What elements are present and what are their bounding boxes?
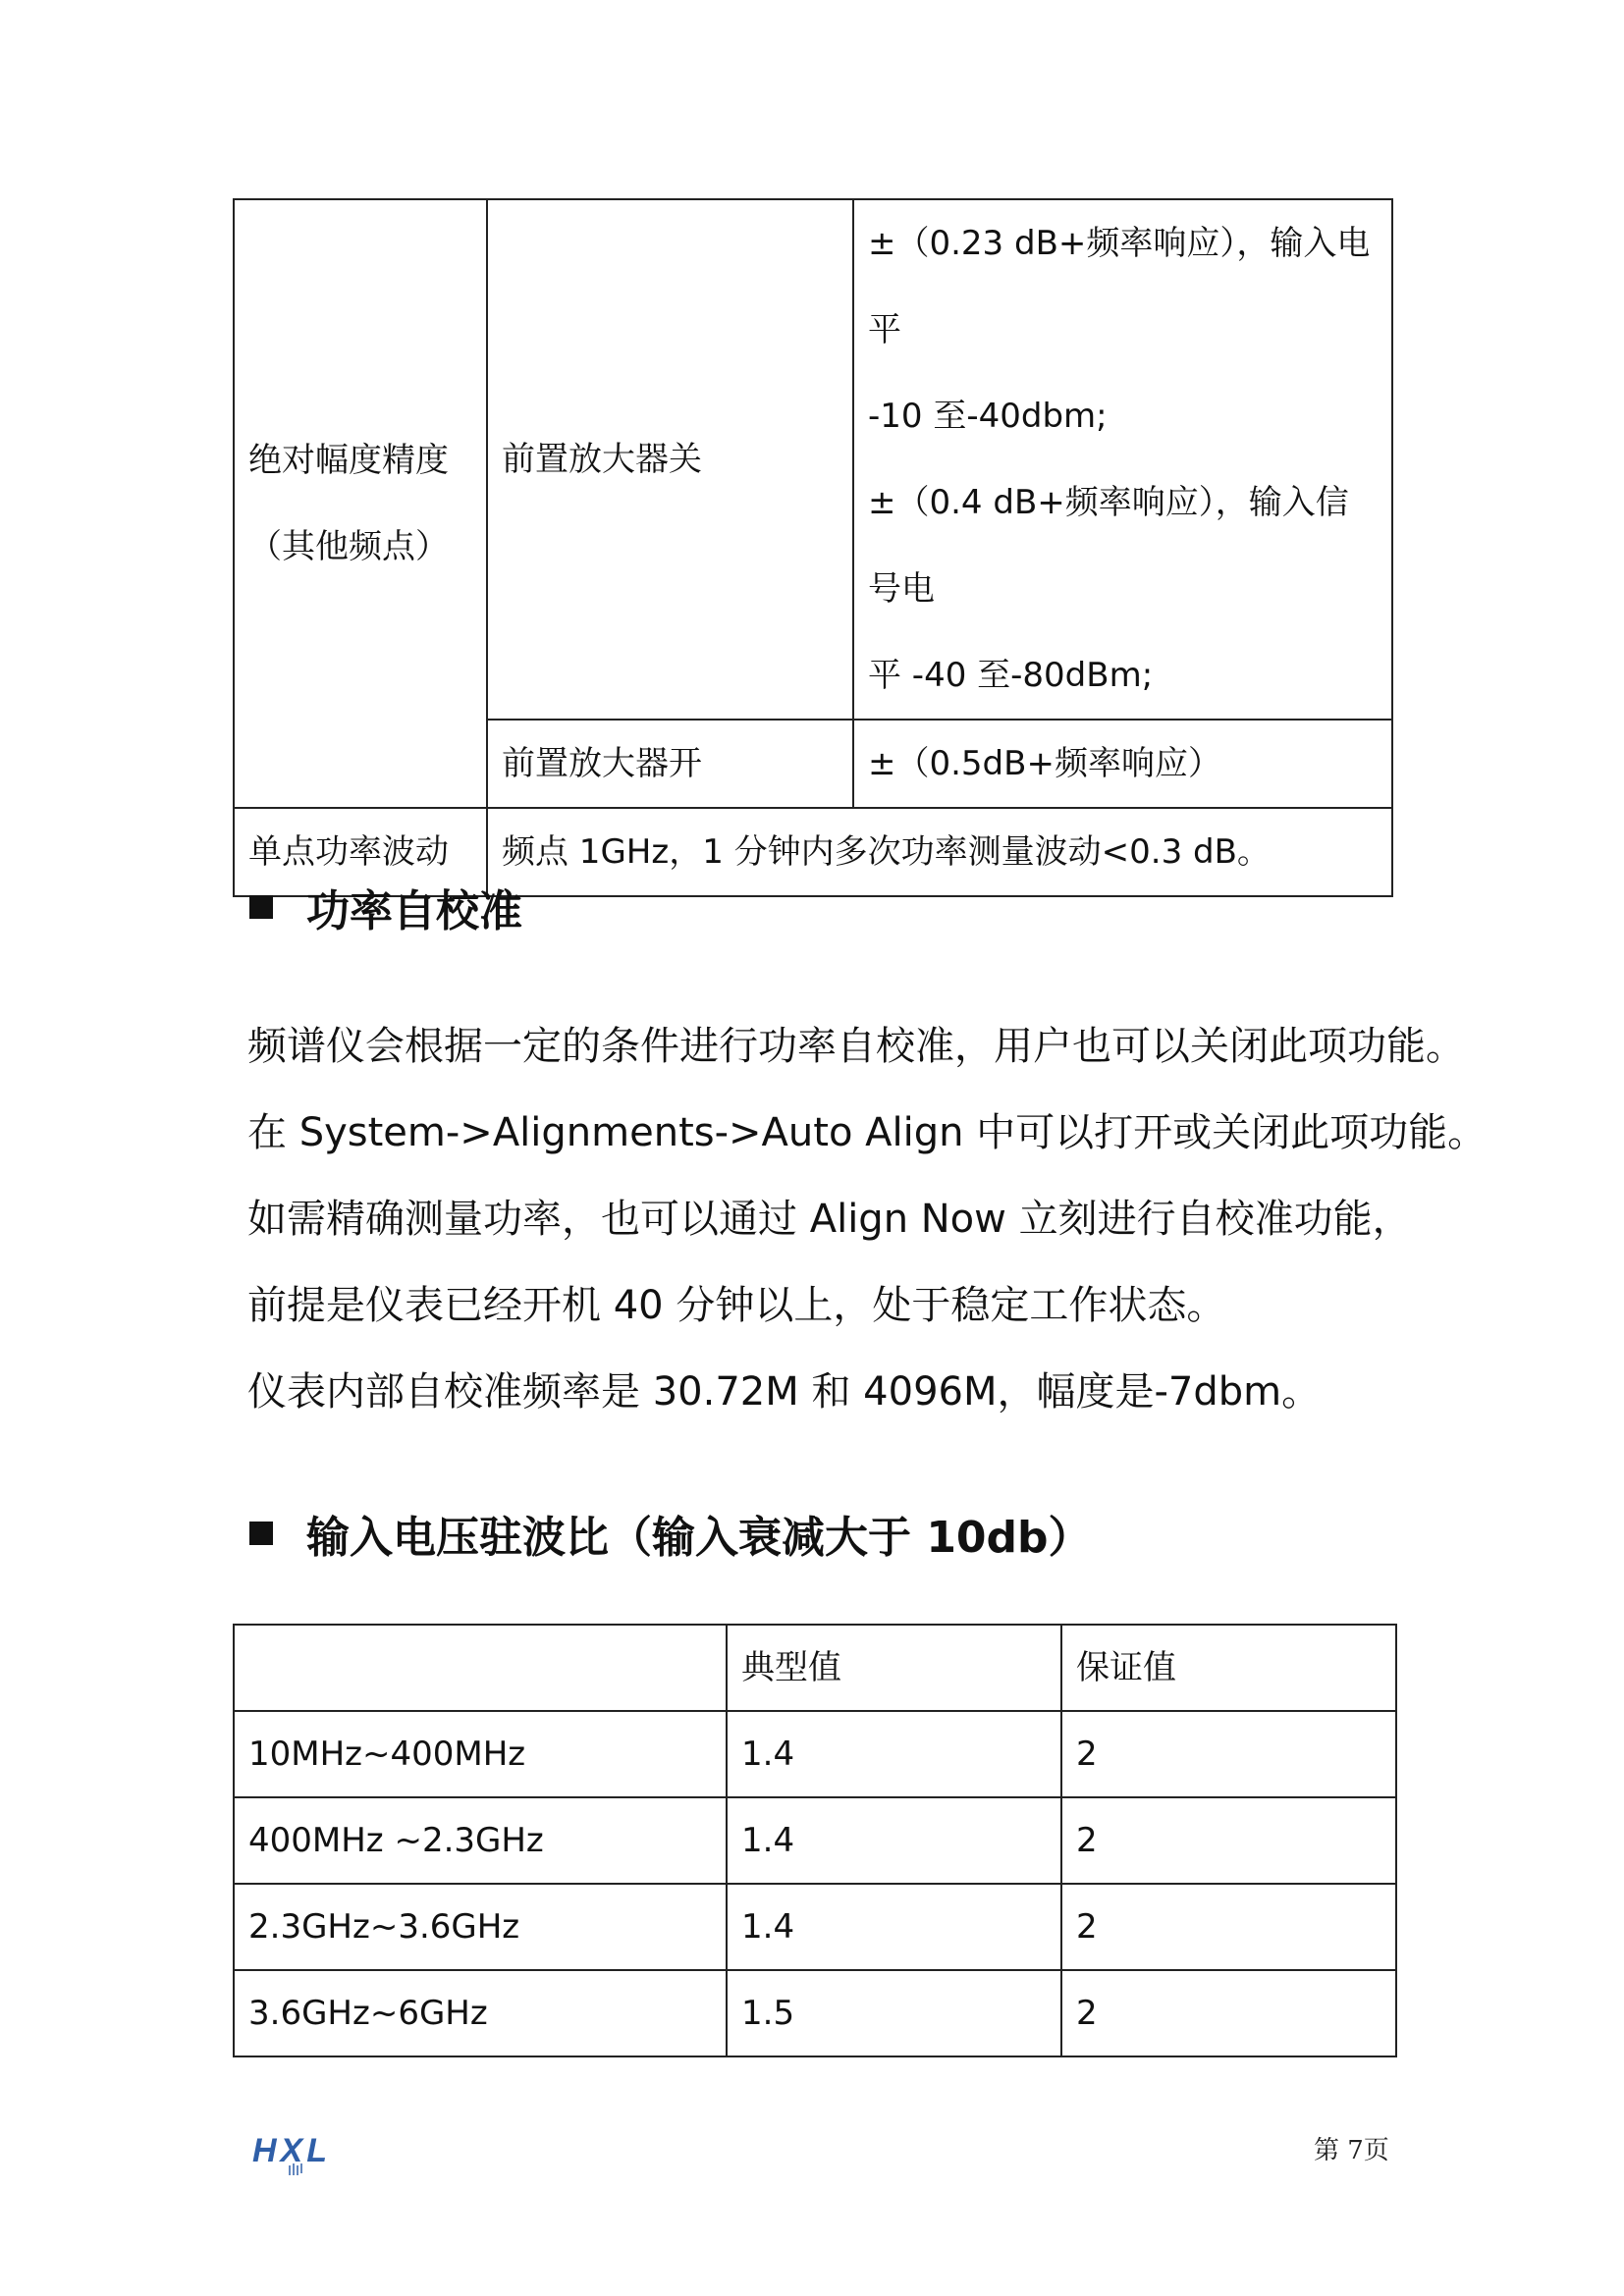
table-header-row — [234, 1625, 1396, 1711]
abs-accuracy-label-line1: 绝对幅度精度 — [248, 441, 449, 480]
table-cell: 10MHz~400MHz — [234, 1711, 727, 1797]
table-row — [234, 1711, 1396, 1797]
preamp-off-value-line: ±（0.23 dB+频率响应），输入电平 — [868, 224, 1371, 349]
section-title: 输入电压驻波比（输入衰减大于 10db） — [306, 1513, 1092, 1563]
paragraph-line: 仪表内部自校准频率是 30.72M 和 4096M，幅度是-7dbm。 — [247, 1369, 1322, 1415]
section-heading-vswr — [249, 1502, 1092, 1565]
preamp-off-value-line: -10 至-40dbm; — [868, 397, 1108, 436]
preamp-off-value-line: 平 -40 至-80dBm; — [868, 656, 1154, 695]
table-cell: 2.3GHz~3.6GHz — [234, 1884, 727, 1970]
logo-text: HXL — [252, 2132, 331, 2169]
table-cell: 1.4 — [727, 1711, 1061, 1797]
single-point-value: 频点 1GHz，1 分钟内多次功率测量波动<0.3 dB。 — [487, 808, 1392, 896]
table-cell: 2 — [1061, 1711, 1396, 1797]
abs-accuracy-label-line2: （其他频点） — [248, 527, 449, 566]
table-cell: 2 — [1061, 1970, 1396, 2056]
preamp-off-value-line: ±（0.4 dB+频率响应），输入信号电 — [868, 483, 1349, 609]
table-cell: 3.6GHz~6GHz — [234, 1970, 727, 2056]
paragraph-line: 如需精确测量功率，也可以通过 Align Now 立刻进行自校准功能， — [247, 1197, 1412, 1242]
table-header-cell — [234, 1625, 727, 1711]
preamp-off-value-cell — [853, 199, 1392, 720]
abs-accuracy-label-cell — [234, 199, 487, 808]
table-cell: 2 — [1061, 1797, 1396, 1884]
vswr-table — [233, 1624, 1397, 2057]
preamp-on-label: 前置放大器开 — [487, 720, 853, 808]
table-cell: 1.4 — [727, 1884, 1061, 1970]
hxl-logo-icon — [250, 2128, 358, 2177]
paragraph-line: 前提是仪表已经开机 40 分钟以上，处于稳定工作状态。 — [247, 1283, 1226, 1328]
preamp-off-label: 前置放大器关 — [487, 199, 853, 720]
paragraph-line: 在 System->Alignments->Auto Align 中可以打开或关闭此项功能。 — [247, 1110, 1488, 1155]
table-cell: 400MHz ~2.3GHz — [234, 1797, 727, 1884]
table-header-cell: 典型值 — [727, 1625, 1061, 1711]
square-bullet-icon — [249, 1522, 273, 1545]
power-cal-paragraphs — [247, 1003, 1488, 1435]
table-row — [234, 1970, 1396, 2056]
single-point-label: 单点功率波动 — [234, 808, 487, 896]
preamp-on-value: ±（0.5dB+频率响应） — [853, 720, 1392, 808]
square-bullet-icon — [249, 895, 273, 919]
table-row — [234, 1797, 1396, 1884]
table-cell: 2 — [1061, 1884, 1396, 1970]
spec-table — [233, 198, 1393, 897]
section-heading-power-cal — [249, 876, 522, 938]
page-number: 第 7页 — [1314, 2136, 1389, 2165]
paragraph-line: 频谱仪会根据一定的条件进行功率自校准，用户也可以关闭此项功能。 — [247, 1024, 1465, 1069]
table-row — [234, 1884, 1396, 1970]
section-title: 功率自校准 — [306, 886, 522, 936]
table-cell: 1.4 — [727, 1797, 1061, 1884]
table-cell: 1.5 — [727, 1970, 1061, 2056]
table-header-cell: 保证值 — [1061, 1625, 1396, 1711]
